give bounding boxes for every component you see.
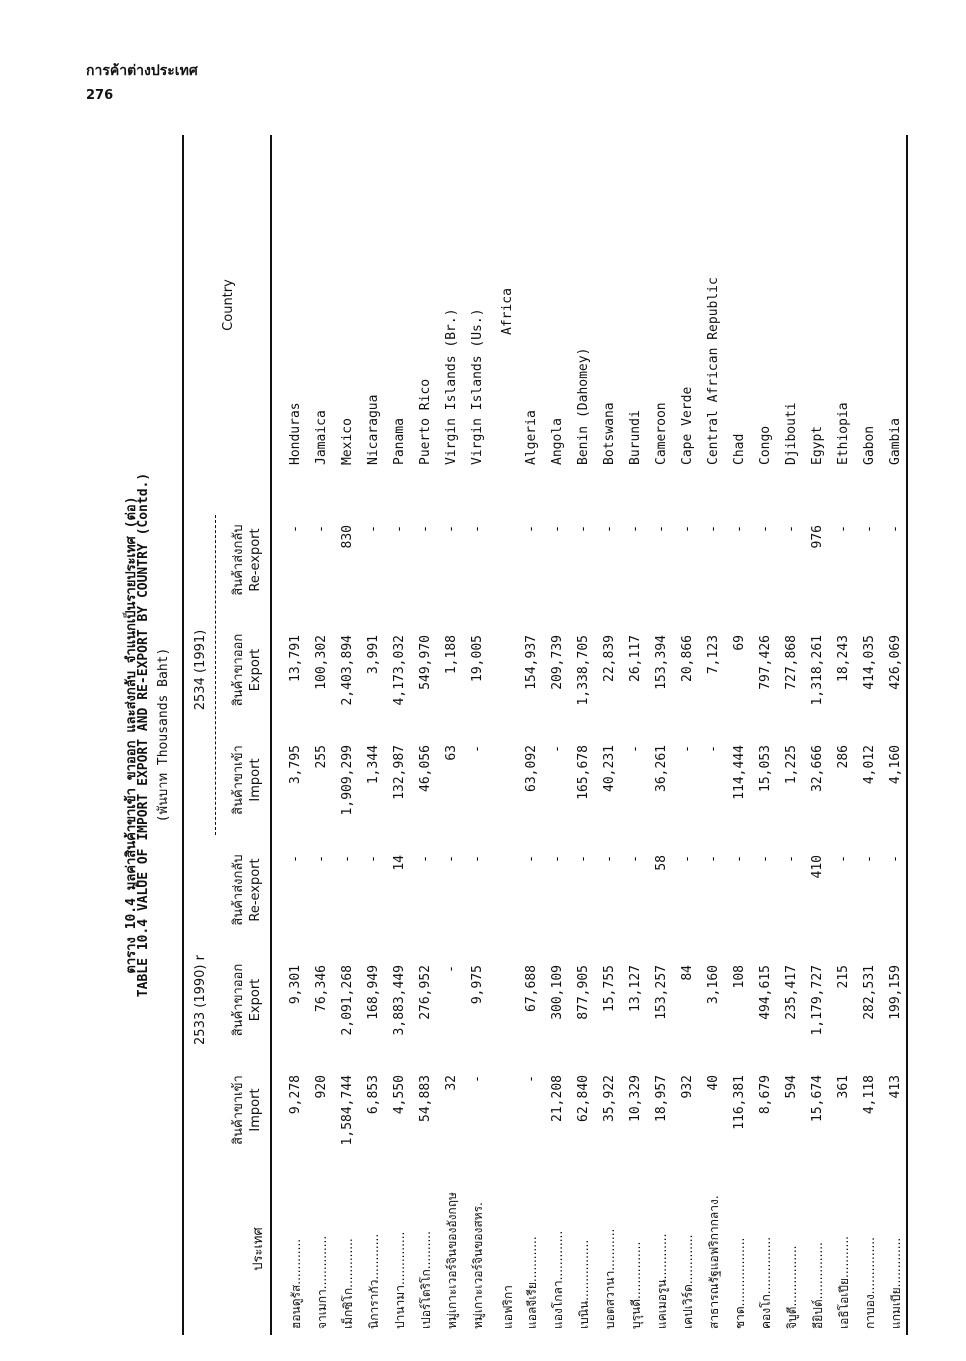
export-1990: 300,109 — [550, 965, 565, 1020]
table-row — [362, 135, 386, 1335]
import-1991: 165,678 — [576, 745, 591, 800]
import-1990: 15,674 — [810, 1075, 825, 1122]
country-thai: เม็กซิโก............. — [341, 1238, 355, 1329]
table-row — [546, 135, 570, 1335]
export-1991: 426,069 — [888, 635, 903, 690]
country-en: Central African Republic — [706, 277, 721, 465]
import-1990: 54,883 — [418, 1075, 433, 1122]
reexport-1991: - — [654, 525, 669, 533]
export-1990: - — [444, 965, 459, 973]
page-number: 276 — [86, 88, 114, 103]
country-en: Jamaica — [314, 410, 329, 465]
table-row — [572, 135, 596, 1335]
table-row — [780, 135, 804, 1335]
country-thai: เคปเวิร์ด............. — [681, 1234, 695, 1329]
reexport-1990: - — [836, 855, 851, 863]
export-1990: 9,975 — [470, 965, 485, 1005]
reexport-1990: - — [888, 855, 903, 863]
import-1990: 10,329 — [628, 1075, 643, 1122]
reexport-1990: - — [524, 855, 539, 863]
export-1990: 3,883,449 — [392, 965, 407, 1036]
export-1991: 1,188 — [444, 635, 459, 675]
header-country-en: Country — [221, 279, 236, 331]
country-thai: แกมเบีย............. — [889, 1237, 903, 1329]
import-1990: 361 — [836, 1075, 851, 1099]
export-1990: 168,949 — [366, 965, 381, 1020]
reexport-1991: - — [862, 525, 877, 533]
import-1991: 132,987 — [392, 745, 407, 800]
import-1991: 1,225 — [784, 745, 799, 785]
country-en: Egypt — [810, 425, 825, 465]
country-en: Panama — [392, 418, 407, 465]
header-export-91: สินค้าขาออก Export — [231, 633, 263, 707]
import-1990: 1,584,744 — [340, 1075, 355, 1146]
table-row — [754, 135, 778, 1335]
export-1990: 494,615 — [758, 965, 773, 1020]
reexport-1990: - — [418, 855, 433, 863]
reexport-1990: - — [576, 855, 591, 863]
country-en: Djibouti — [784, 402, 799, 465]
country-en: Ethiopia — [836, 402, 851, 465]
reexport-1990: - — [550, 855, 565, 863]
table-row — [440, 135, 464, 1335]
table-row — [414, 135, 438, 1335]
country-en: Burundi — [628, 410, 643, 465]
import-1991: 15,053 — [758, 745, 773, 792]
import-1991: 40,231 — [602, 745, 617, 792]
country-thai: เอธิโอเปีย........... — [837, 1236, 851, 1329]
country-en: Gabon — [862, 425, 877, 465]
export-1991: 19,005 — [470, 635, 485, 682]
export-1990: 67,688 — [524, 965, 539, 1012]
country-en: Puerto Rico — [418, 378, 433, 465]
export-1990: 2,091,268 — [340, 965, 355, 1036]
header-reexport-90: สินค้าส่งกลับ Re-export — [231, 854, 263, 926]
reexport-1991: - — [758, 525, 773, 533]
country-thai: นิการากัว............ — [367, 1233, 381, 1329]
export-1990: 235,417 — [784, 965, 799, 1020]
reexport-1990: - — [784, 855, 799, 863]
country-thai: สาธารณรัฐแอฟริกากลาง. — [707, 1195, 721, 1329]
reexport-1991: - — [732, 525, 747, 533]
export-1991: 18,243 — [836, 635, 851, 682]
country-en: Benin (Dahomey) — [576, 347, 591, 465]
import-1991: 36,261 — [654, 745, 669, 792]
export-1991: 549,970 — [418, 635, 433, 690]
import-1990: 35,922 — [602, 1075, 617, 1122]
country-thai: ฮอนดูรัส............ — [289, 1238, 303, 1329]
group-label-thai: แอฟริกา — [501, 1285, 515, 1329]
reexport-1991: - — [392, 525, 407, 533]
import-1991: 3,795 — [288, 745, 303, 785]
import-1990: 413 — [888, 1075, 903, 1099]
country-en: Algeria — [524, 410, 539, 465]
import-1991: 1,344 — [366, 745, 381, 785]
export-1991: 1,318,261 — [810, 635, 825, 706]
country-en: Angola — [550, 418, 565, 465]
country-thai: แองโกลา............. — [551, 1230, 565, 1329]
import-1990: 21,208 — [550, 1075, 565, 1122]
reexport-1991: - — [314, 525, 329, 533]
table-row — [728, 135, 752, 1335]
import-1990: 6,853 — [366, 1075, 381, 1115]
reexport-1990: - — [470, 855, 485, 863]
export-1991: 100,302 — [314, 635, 329, 690]
export-1990: 76,346 — [314, 965, 329, 1012]
reexport-1991: - — [470, 525, 485, 533]
header-export-90: สินค้าขาออก Export — [231, 963, 263, 1037]
table-row — [388, 135, 412, 1335]
export-1991: 4,173,032 — [392, 635, 407, 706]
reexport-1990: 58 — [654, 855, 669, 871]
export-1990: 15,755 — [602, 965, 617, 1012]
reexport-1990: 14 — [392, 855, 407, 871]
import-1991: 1,909,299 — [340, 745, 355, 816]
import-1990: 32 — [444, 1075, 459, 1091]
reexport-1991: - — [550, 525, 565, 533]
import-1990: 4,118 — [862, 1075, 877, 1115]
import-1991: 255 — [314, 745, 329, 769]
import-1990: 932 — [680, 1075, 695, 1099]
reexport-1990: - — [444, 855, 459, 863]
export-1991: 7,123 — [706, 635, 721, 675]
export-1990: 199,159 — [888, 965, 903, 1020]
bottom-rule — [906, 135, 908, 1335]
reexport-1991: 976 — [810, 525, 825, 549]
table-title-english: TABLE 10.4 VALUE OF IMPORT EXPORT AND RE-EXPORT BY COUNTRY (Contd.) — [136, 472, 151, 998]
export-1991: 3,991 — [366, 635, 381, 675]
export-1990: 108 — [732, 965, 747, 989]
import-1990: - — [524, 1075, 539, 1083]
table-row — [832, 135, 856, 1335]
export-1991: 13,791 — [288, 635, 303, 682]
reexport-1990: 410 — [810, 855, 825, 879]
country-thai: แคเมอรูน............ — [655, 1233, 669, 1329]
export-1991: 209,739 — [550, 635, 565, 690]
reexport-1990: - — [602, 855, 617, 863]
reexport-1991: - — [366, 525, 381, 533]
country-en: Gambia — [888, 418, 903, 465]
export-1991: 1,338,705 — [576, 635, 591, 706]
reexport-1991: - — [680, 525, 695, 533]
table-row — [336, 135, 360, 1335]
import-1990: 920 — [314, 1075, 329, 1099]
country-en: Cape Verde — [680, 386, 695, 465]
table-title-thai: ตาราง 10.4 มูลค่าสินค้าขาเข้า ขาออก และส่งกลับ จำแนกเป็นรายประเทศ (ต่อ) — [124, 496, 139, 974]
country-thai: หมู่เกาะเวอร์จินของอังกฤษ — [445, 1192, 459, 1329]
reexport-1990: - — [732, 855, 747, 863]
table-row — [676, 135, 700, 1335]
reexport-1991: - — [784, 525, 799, 533]
import-1990: - — [470, 1075, 485, 1083]
export-1990: 153,257 — [654, 965, 669, 1020]
import-1991: 286 — [836, 745, 851, 769]
export-1991: 20,866 — [680, 635, 695, 682]
reexport-1990: - — [628, 855, 643, 863]
reexport-1991: - — [888, 525, 903, 533]
reexport-1991: 830 — [340, 525, 355, 549]
import-1991: - — [470, 745, 485, 753]
import-1991: 114,444 — [732, 745, 747, 800]
reexport-1990: - — [340, 855, 355, 863]
header-reexport-91: สินค้าส่งกลับ Re-export — [231, 524, 263, 596]
country-en: Honduras — [288, 402, 303, 465]
import-1991: - — [628, 745, 643, 753]
export-1991: 727,868 — [784, 635, 799, 690]
top-rule — [182, 135, 184, 1335]
reexport-1991: - — [418, 525, 433, 533]
country-en: Nicaragua — [366, 394, 381, 465]
country-thai: หมู่เกาะเวอร์จินของสหร. — [471, 1202, 485, 1329]
table-row — [520, 135, 544, 1335]
reexport-1990: - — [680, 855, 695, 863]
group-row-africa — [496, 135, 520, 1335]
country-thai: ชาด.................. — [733, 1237, 747, 1329]
table-row — [858, 135, 882, 1335]
reexport-1991: - — [628, 525, 643, 533]
country-thai: จิบูตี................ — [785, 1245, 799, 1329]
reexport-1991: - — [576, 525, 591, 533]
group-label-en: Africa — [500, 288, 515, 335]
export-1991: 797,426 — [758, 635, 773, 690]
reexport-1990: - — [862, 855, 877, 863]
export-1990: 13,127 — [628, 965, 643, 1012]
table-row — [466, 135, 490, 1335]
export-1990: 3,160 — [706, 965, 721, 1005]
country-en: Virgin Islands (Us.) — [470, 308, 485, 465]
import-1990: 62,840 — [576, 1075, 591, 1122]
header-import-91: สินค้าขาเข้า Import — [231, 745, 263, 815]
country-en: Cameroon — [654, 402, 669, 465]
import-1990: 4,550 — [392, 1075, 407, 1115]
reexport-1990: - — [314, 855, 329, 863]
reexport-1990: - — [758, 855, 773, 863]
section-title: การค้าต่างประเทศ — [86, 63, 198, 79]
country-thai: เบนิน................ — [577, 1239, 591, 1329]
country-thai: เปอร์โตริโก.......... — [419, 1231, 433, 1329]
header-year-1990: 2533 (1990) r — [193, 955, 208, 1045]
export-1991: 69 — [732, 635, 747, 651]
reexport-1991: - — [444, 525, 459, 533]
table-row — [310, 135, 334, 1335]
import-1990: 594 — [784, 1075, 799, 1099]
table-row — [884, 135, 908, 1335]
reexport-1991: - — [836, 525, 851, 533]
table-row — [702, 135, 726, 1335]
country-thai: คองโก............... — [759, 1236, 773, 1329]
country-en: Mexico — [340, 418, 355, 465]
import-1991: 63,092 — [524, 745, 539, 792]
import-1990: 8,679 — [758, 1075, 773, 1115]
import-1991: - — [706, 745, 721, 753]
reexport-1991: - — [524, 525, 539, 533]
country-thai: อียิปต์............... — [811, 1242, 825, 1329]
export-1990: 1,179,727 — [810, 965, 825, 1036]
export-1990: 282,531 — [862, 965, 877, 1020]
export-1991: 414,035 — [862, 635, 877, 690]
header-rule — [270, 135, 272, 1335]
import-1991: 4,160 — [888, 745, 903, 785]
country-en: Chad — [732, 433, 747, 465]
export-1990: 9,301 — [288, 965, 303, 1005]
export-1991: 22,839 — [602, 635, 617, 682]
country-en: Botswana — [602, 402, 617, 465]
import-1991: 32,666 — [810, 745, 825, 792]
reexport-1990: - — [366, 855, 381, 863]
import-1991: 4,012 — [862, 745, 877, 785]
export-1991: 154,937 — [524, 635, 539, 690]
rotated-table — [120, 135, 920, 1335]
export-1990: 877,905 — [576, 965, 591, 1020]
table-row — [650, 135, 674, 1335]
reexport-1990: - — [706, 855, 721, 863]
country-thai: บุรุนดี............... — [629, 1241, 643, 1329]
header-import-90: สินค้าขาเข้า Import — [231, 1075, 263, 1145]
reexport-1991: - — [288, 525, 303, 533]
export-1991: 2,403,894 — [340, 635, 355, 706]
export-1990: 215 — [836, 965, 851, 989]
country-en: Congo — [758, 425, 773, 465]
country-en: Virgin Islands (Br.) — [444, 308, 459, 465]
export-1991: 26,117 — [628, 635, 643, 682]
table-row — [624, 135, 648, 1335]
export-1990: 276,952 — [418, 965, 433, 1020]
header-year-1991: 2534 (1991) — [193, 629, 208, 711]
table-row — [598, 135, 622, 1335]
export-1990: 84 — [680, 965, 695, 981]
reexport-1990: - — [288, 855, 303, 863]
import-1991: 63 — [444, 745, 459, 761]
import-1990: 40 — [706, 1075, 721, 1091]
reexport-1991: - — [706, 525, 721, 533]
country-thai: ปานามา.............. — [393, 1231, 407, 1329]
table-row — [806, 135, 830, 1335]
export-1991: 153,394 — [654, 635, 669, 690]
import-1990: 116,381 — [732, 1075, 747, 1130]
header-country-thai: ประเทศ — [251, 1227, 266, 1271]
table-unit: (พันบาท Thousands Baht) — [156, 647, 171, 823]
import-1990: 18,957 — [654, 1075, 669, 1122]
table-row — [284, 135, 308, 1335]
reexport-1991: - — [602, 525, 617, 533]
import-1991: 46,056 — [418, 745, 433, 792]
country-thai: แอลจีเรีย............ — [525, 1236, 539, 1329]
import-1990: 9,278 — [288, 1075, 303, 1115]
country-thai: จาเมกา.............. — [315, 1235, 329, 1329]
year-dash-rule — [215, 515, 216, 835]
import-1991: - — [550, 745, 565, 753]
country-thai: บอตสวานา........... — [603, 1228, 617, 1329]
country-thai: กาบอง............... — [863, 1237, 877, 1329]
import-1991: - — [680, 745, 695, 753]
